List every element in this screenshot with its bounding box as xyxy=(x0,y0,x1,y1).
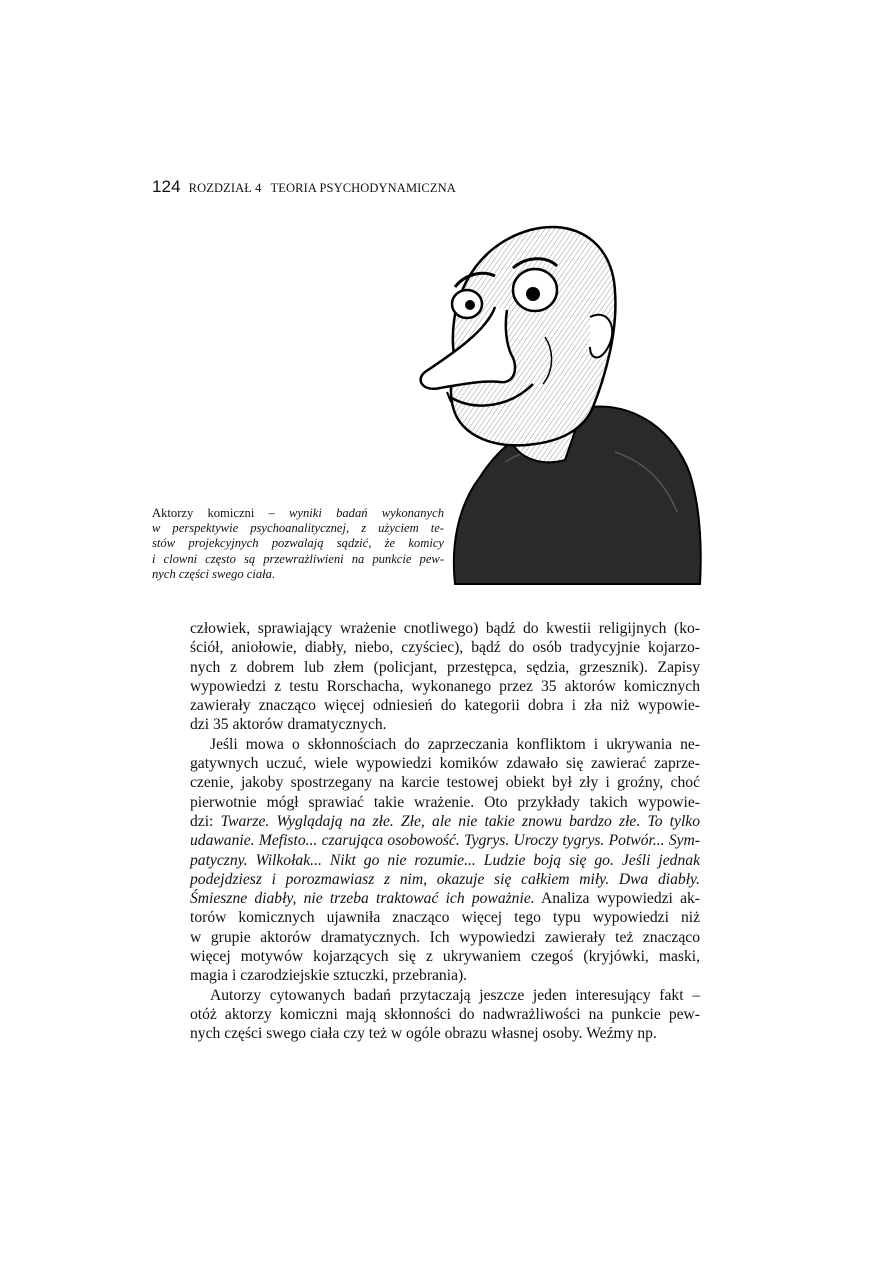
chapter-label: ROZDZIAŁ 4 xyxy=(188,181,262,195)
caption-line xyxy=(152,552,444,567)
text-segment: Aktorzy komiczni – xyxy=(152,506,290,520)
text-line xyxy=(190,658,700,677)
text-segment: Analiza wypowiedzi ak- xyxy=(534,890,700,908)
text-segment: Twarze. Wyglądają na złe. Złe, ale nie takie znowu bardzo złe. To tylko xyxy=(220,812,700,830)
text-segment: wyniki badań wykonanych xyxy=(289,506,445,520)
text-segment: człowiek, sprawiający wrażenie cnotliwego) bądź do kwestii religijnych (ko- xyxy=(190,620,700,637)
text-segment: nych części swego ciała. xyxy=(152,566,276,581)
text-segment: magia i czarodziejskie sztuczki, przebrania). xyxy=(190,967,468,985)
text-line xyxy=(190,619,700,638)
text-segment: zawierały znacząco więcej odniesień do kategorii dobra i zła niż wypowie- xyxy=(190,697,700,715)
caption-line xyxy=(152,536,444,551)
caption-line xyxy=(152,506,444,521)
text-line xyxy=(190,812,700,831)
text-segment: podejdziesz i porozmawiasz z nim, okazuje się całkiem miły. Dwa diabły. xyxy=(190,870,700,888)
text-segment: czenie, jakoby spostrzegany na karcie testowej obiekt był zły i groźny, choć xyxy=(190,774,700,792)
figure-caption xyxy=(152,506,444,582)
text-line xyxy=(190,889,700,908)
text-segment: w grupie aktorów dramatycznych. Ich wypowiedzi zawierały też znacząco xyxy=(190,928,700,946)
text-line xyxy=(190,1005,700,1024)
text-segment: dzi: xyxy=(190,812,221,830)
text-line xyxy=(190,831,700,850)
text-segment: udawanie. Mefisto... czarująca osobowość. Tygrys. Uroczy tygrys. Potwór... Sym- xyxy=(190,832,700,850)
text-segment: i clowni często są przewrażliwieni na punkcie pew- xyxy=(152,551,444,566)
text-segment: patyczny. Wilkołak... Nikt go nie rozumie... Ludzie boją się go. Jeśli jednak xyxy=(190,851,700,869)
text-line xyxy=(190,754,700,773)
text-line xyxy=(190,928,700,947)
text-line xyxy=(190,1024,700,1043)
text-segment: Jeśli mowa o skłonnościach do zaprzeczania konfliktom i ukrywania ne- xyxy=(210,735,700,753)
text-segment: Śmieszne diabły, nie trzeba traktować ich poważnie. xyxy=(190,890,535,908)
caption-line xyxy=(152,521,444,536)
text-segment: otóż aktorzy komiczni mają skłonności do nadwrażliwości na punkcie pew- xyxy=(190,1005,700,1023)
text-segment: stów projekcyjnych pozwalają sądzić, że komicy xyxy=(152,536,444,551)
text-segment: torów komicznych ujawniła znacząco więcej tego typu wypowiedzi niż xyxy=(190,909,700,927)
text-line xyxy=(190,986,700,1005)
caption-line xyxy=(152,567,444,582)
cartoon-bald-comedian-illustration xyxy=(415,212,705,587)
text-line xyxy=(190,677,700,696)
text-line xyxy=(190,696,700,715)
running-head xyxy=(152,177,456,197)
text-line xyxy=(190,715,700,734)
text-line xyxy=(190,735,700,754)
text-segment: gatywnych uczuć, wiele wypowiedzi komików zdawało się zawierać zaprze- xyxy=(190,755,700,773)
text-segment: pierwotnie mógł sprawiać takie wrażenie. Oto przykłady takich wypowie- xyxy=(190,793,700,811)
chapter-title: TEORIA PSYCHODYNAMICZNA xyxy=(270,181,456,195)
text-segment: więcej motywów kojarzących się z ukrywaniem czegoś (kryjówki, maski, xyxy=(190,948,700,966)
page-number: 124 xyxy=(152,177,181,196)
text-line xyxy=(190,870,700,889)
text-segment: nych z dobrem lub złem (policjant, przestępca, sędzia, grzesznik). Zapisy xyxy=(190,658,700,676)
text-segment: wypowiedzi z testu Rorschacha, wykonanego przez 35 aktorów komicznych xyxy=(190,677,700,695)
text-segment: ściół, aniołowie, diabły, niebo, czyściec), bądź do osób tradycyjnie kojarzo- xyxy=(190,639,700,657)
text-segment: dzi 35 aktorów dramatycznych. xyxy=(190,716,387,734)
text-line xyxy=(190,638,700,657)
text-line xyxy=(190,851,700,870)
text-segment: w perspektywie psychoanalitycznej, z użyciem te- xyxy=(152,521,444,536)
text-line xyxy=(190,773,700,792)
text-segment: Autorzy cytowanych badań przytaczają jeszcze jeden interesujący fakt – xyxy=(210,986,700,1004)
body-text xyxy=(190,619,700,1044)
text-line xyxy=(190,908,700,927)
text-line xyxy=(190,966,700,985)
text-line xyxy=(190,947,700,966)
text-line xyxy=(190,793,700,812)
text-segment: nych części swego ciała czy też w ogóle obrazu własnej osoby. Weźmy np. xyxy=(190,1025,657,1043)
